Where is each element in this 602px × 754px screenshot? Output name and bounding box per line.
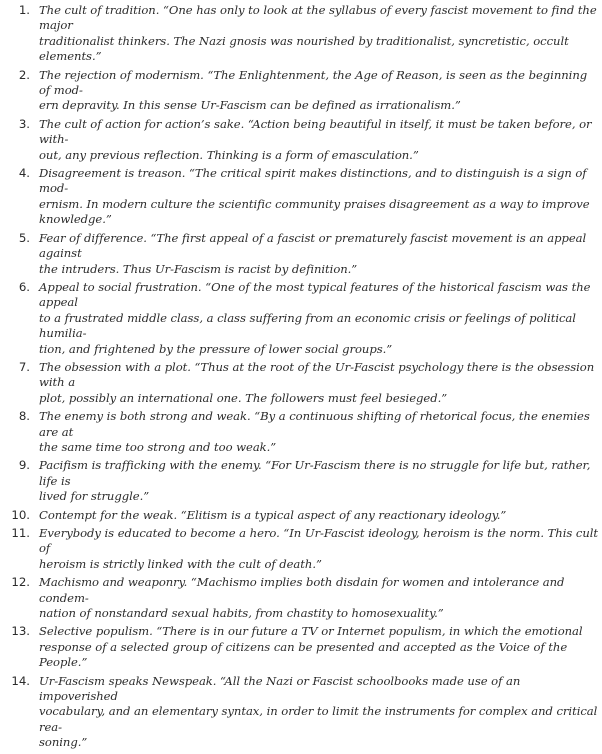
list-item bbox=[0, 575, 600, 621]
list-item-text: Selective populism. “There is in our future a TV or Internet populism, in which the emotional response of a selected group of citizens can be presented and accepted as the Voice of the People.” bbox=[39, 624, 583, 670]
list-item-text: Contempt for the weak. “Elitism is a typical aspect of any reactionary ideology.” bbox=[39, 507, 507, 522]
list-item bbox=[0, 508, 600, 523]
list-item bbox=[0, 526, 600, 572]
list-item-number: 8. bbox=[18, 409, 30, 424]
list-item-text: The cult of action for action’s sake. “Action being beautiful in itself, it must be taken before, or with- out, any previous reflection. Thinking is a form of emasculation.” bbox=[39, 116, 592, 162]
list-item-number: 2. bbox=[18, 67, 30, 82]
list-item bbox=[0, 3, 600, 65]
list-item-text: Disagreement is treason. “The critical spirit makes distinctions, and to distinguish is a sign of mod- ernism. In modern culture the scientific community praises disagreement as a way to improve knowledge.” bbox=[39, 166, 590, 227]
list-item bbox=[0, 409, 600, 455]
list-item-number: 1. bbox=[18, 3, 30, 17]
list-item-number: 14. bbox=[11, 673, 30, 688]
list-item-text: Fear of difference. “The first appeal of a fascist or prematurely fascist movement is an appeal against the intruders. Thus Ur-Fascism is racist by definition.” bbox=[39, 230, 587, 276]
list-item-number: 7. bbox=[18, 359, 30, 374]
list-item-text: The obsession with a plot. “Thus at the root of the Ur-Fascist psychology there is the obsession with a plot, possibly an international one. The followers must feel besieged.” bbox=[39, 359, 595, 405]
list-item-text: Pacifism is trafficking with the enemy. “For Ur-Fascism there is no struggle for life but, rather, life is lived for struggle.” bbox=[39, 458, 591, 504]
list-item-number: 12. bbox=[11, 575, 30, 590]
list-item bbox=[0, 360, 600, 406]
list-item bbox=[0, 68, 600, 114]
list-item-text: The rejection of modernism. “The Enlightenment, the Age of Reason, is seen as the beginning of mod- ern depravity. In this sense Ur-Fascism can be defined as irrationalism.” bbox=[39, 67, 588, 113]
list-item-number: 4. bbox=[18, 166, 30, 181]
list-item-text: Ur-Fascism speaks Newspeak. “All the Nazi or Fascist schoolbooks made use of an impoverished vocabulary, and an elementary syntax, in order to limit the instruments for complex and critical rea- soning.” bbox=[39, 673, 598, 750]
list-item bbox=[0, 166, 600, 228]
list-item-text: The enemy is both strong and weak. “By a continuous shifting of rhetorical focus, the enemies are at the same time too strong and too weak.” bbox=[39, 409, 590, 454]
list-item bbox=[0, 280, 600, 357]
list-item bbox=[0, 458, 600, 504]
list-item-number: 13. bbox=[11, 624, 30, 639]
list-item-number: 6. bbox=[18, 279, 30, 294]
list-item-number: 3. bbox=[18, 116, 30, 131]
list-item-text: Everybody is educated to become a hero. “In Ur-Fascist ideology, heroism is the norm. This cult of heroism is strictly linked with the cult of death.” bbox=[39, 526, 599, 571]
numbered-list bbox=[0, 3, 600, 754]
list-item bbox=[0, 231, 600, 277]
list-item-number: 9. bbox=[18, 458, 30, 473]
list-item bbox=[0, 674, 600, 751]
list-item-number: 11. bbox=[11, 526, 30, 540]
list-item-number: 10. bbox=[11, 507, 30, 522]
list-item-number: 5. bbox=[18, 230, 30, 245]
list-item-text: Machismo and weaponry. “Machismo implies both disdain for women and intolerance and condem- nation of nonstandard sexual habits, from chastity to homosexuality.” bbox=[39, 575, 565, 621]
list-item-text: Appeal to social frustration. “One of the most typical features of the historical fascism was the appeal to a frustrated middle class, a class suffering from an economic crisis or feelings of political humilia- tion, and frightened by the pressure of lower social groups.” bbox=[39, 279, 591, 356]
list-item-text: The cult of tradition. “One has only to look at the syllabus of every fascist movement to find the major traditionalist thinkers. The Nazi gnosis was nourished by traditionalist, syncretistic, occult elements.” bbox=[39, 3, 597, 64]
list-item bbox=[0, 117, 600, 163]
list-item bbox=[0, 624, 600, 670]
